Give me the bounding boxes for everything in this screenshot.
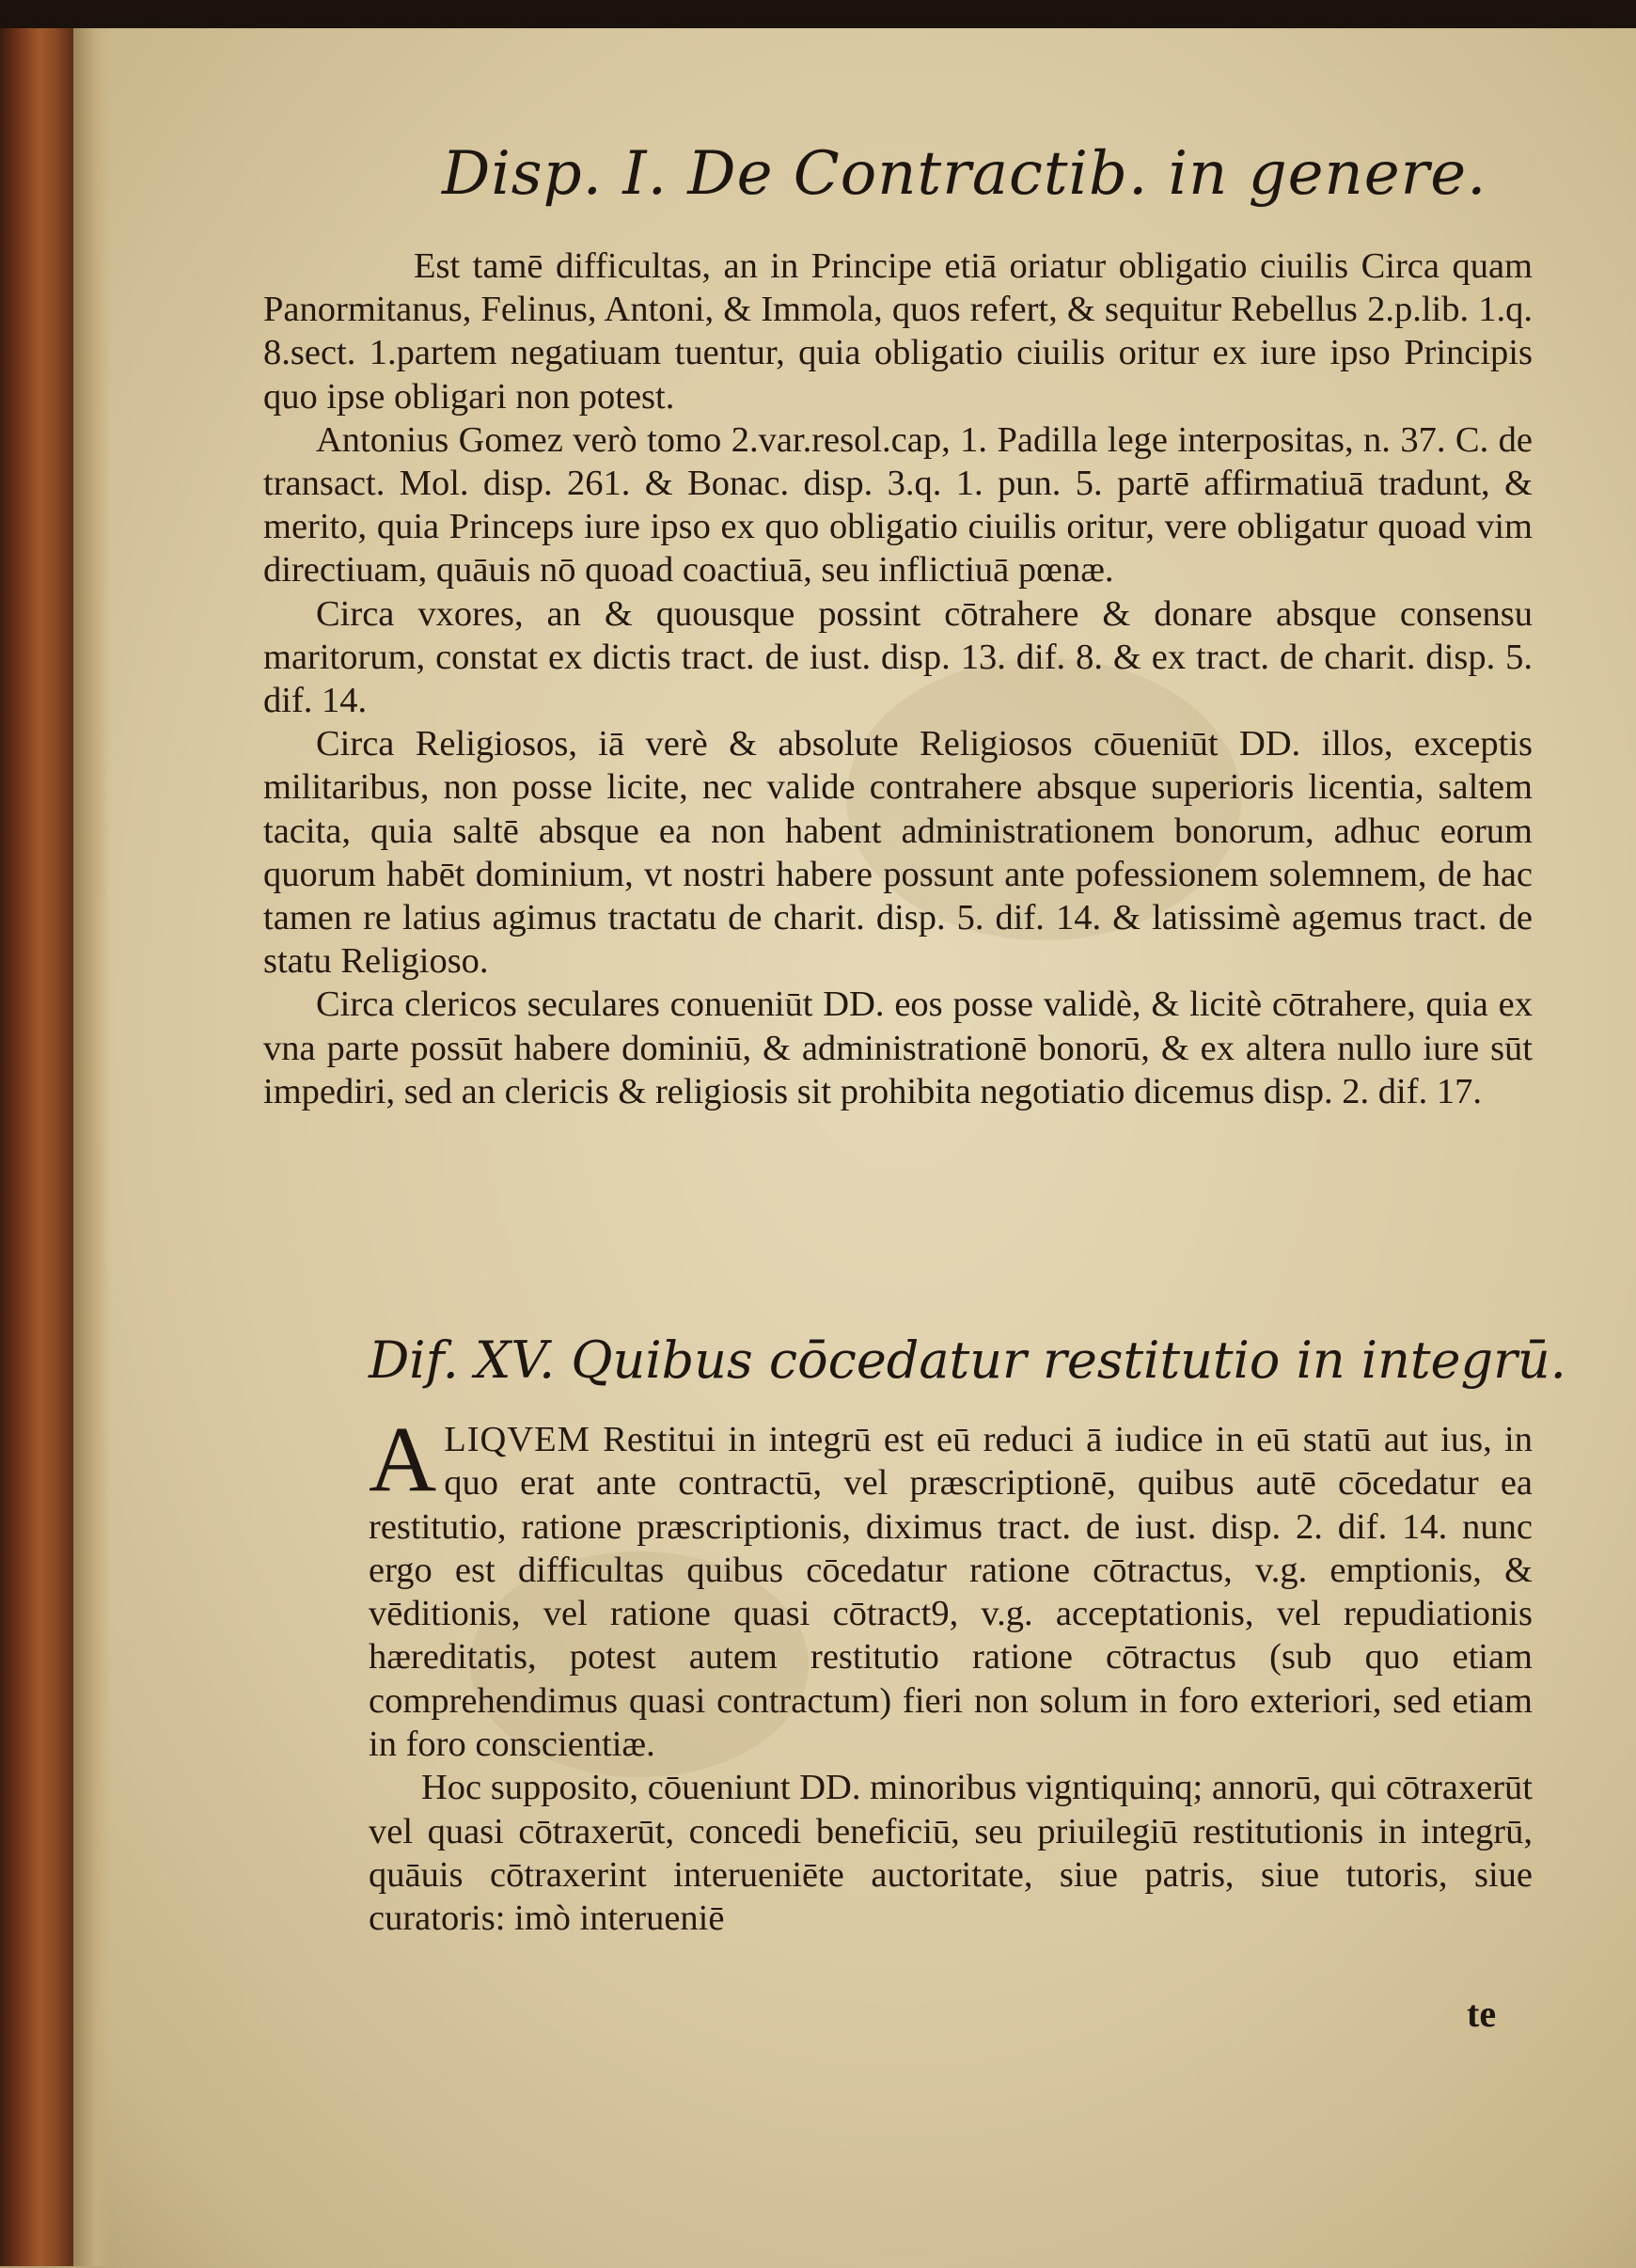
section-heading: Dif. XV. Quibus cōcedatur restitutio in integrū. — [369, 1331, 1566, 1390]
running-head: Disp. I. De Contractib. in genere. — [442, 139, 1487, 209]
paragraph: Circa clericos seculares conueniūt DD. eos posse validè, & licitè cōtrahere, quia ex vna parte possūt habere dominiū, & administrationē bonorū, & ex altera nullo iure sūt impediri, sed an clericis & religiosis sit prohibita negotiatio dicemus disp. 2. dif. 17. — [263, 984, 1533, 1111]
top-dark-edge — [0, 0, 1636, 28]
paragraph: Est tamē difficultas, an in Principe etiā oriatur obligatio ciuilis Circa quam Panormitanus, Felinus, Antoni, & Immola, quos refert, & sequitur Rebellus 2.p.lib. 1.q. 8.sect. 1.partem negatiuam tuentur, quia obligatio ciuilis oritur ex iure ipso Principis quo ipse obligari non potest. — [263, 246, 1533, 417]
paragraph: Antonius Gomez verò tomo 2.var.resol.cap, 1. Padilla lege interpositas, n. 37. C. de transact. Mol. disp. 261. & Bonac. disp. 3.q. 1. pun. 5. partē affirmatiuā tradunt, & merito, quia Princeps iure ipso ex quo obligatio ciuilis oritur, vere obligatur quoad vim directiuam, quāuis nō quoad coactiuā, seu inflictiuā pœnæ. — [263, 419, 1533, 591]
paragraph — [369, 1407, 1533, 1766]
paragraph: Circa Religiosos, iā verè & absolute Religiosos cōueniūt DD. illos, exceptis militaribus, non posse licite, nec valide contrahere absque superioris licentia, saltem tacita, quia saltē absque ea non habent administrationem bonorum, adhuc eorum quorum habēt dominium, vt nostri habere possunt ante pofessionem solemnem, de hac tamen re latius agimus tractatu de charit. disp. 5. dif. 14. & latissimè agemus tract. de statu Religioso. — [263, 724, 1533, 982]
drop-cap: A — [369, 1407, 437, 1511]
catchword: te — [1467, 1992, 1497, 2035]
body-text-bottom — [369, 1407, 1533, 1941]
page-gutter — [73, 28, 111, 2266]
body-text-top — [263, 244, 1533, 1113]
book-spine — [0, 28, 73, 2266]
first-word: LIQVEM — [444, 1420, 590, 1459]
paragraph: Hoc supposito, cōueniunt DD. minoribus vigntiquinq; annorū, qui cōtraxerūt vel quasi cōtraxerūt, concedi beneficiū, seu priuilegiū restitutionis in integrū, quāuis cōtraxerint interueniēte auctoritate, siue patris, siue tutoris, siue curatoris: imò interueniē — [369, 1768, 1533, 1939]
paragraph-text: Restitui in integrū est eū reduci ā iudice in eū statū aut ius, in quo erat ante contractū, vel præscriptionē, quibus autē cōcedatur ea restitutio, ratione præscriptionis, diximus tract. de iust. disp. 2. dif. 14. nunc ergo est difficultas quibus cōcedatur ratione cōtractus, v.g. emptionis, & vēditionis, vel ratione quasi cōtract9, v.g. acceptationis, vel repudiationis hæreditatis, potest autem restitutio ratione cōtractus (sub quo etiam comprehendimus quasi contractum) fieri non solum in foro exteriori, sed etiam in foro conscientiæ. — [369, 1420, 1533, 1765]
paragraph: Circa vxores, an & quousque possint cōtrahere & donare absque consensu maritorum, constat ex dictis tract. de iust. disp. 13. dif. 8. & ex tract. de charit. disp. 5. dif. 14. — [263, 593, 1533, 721]
